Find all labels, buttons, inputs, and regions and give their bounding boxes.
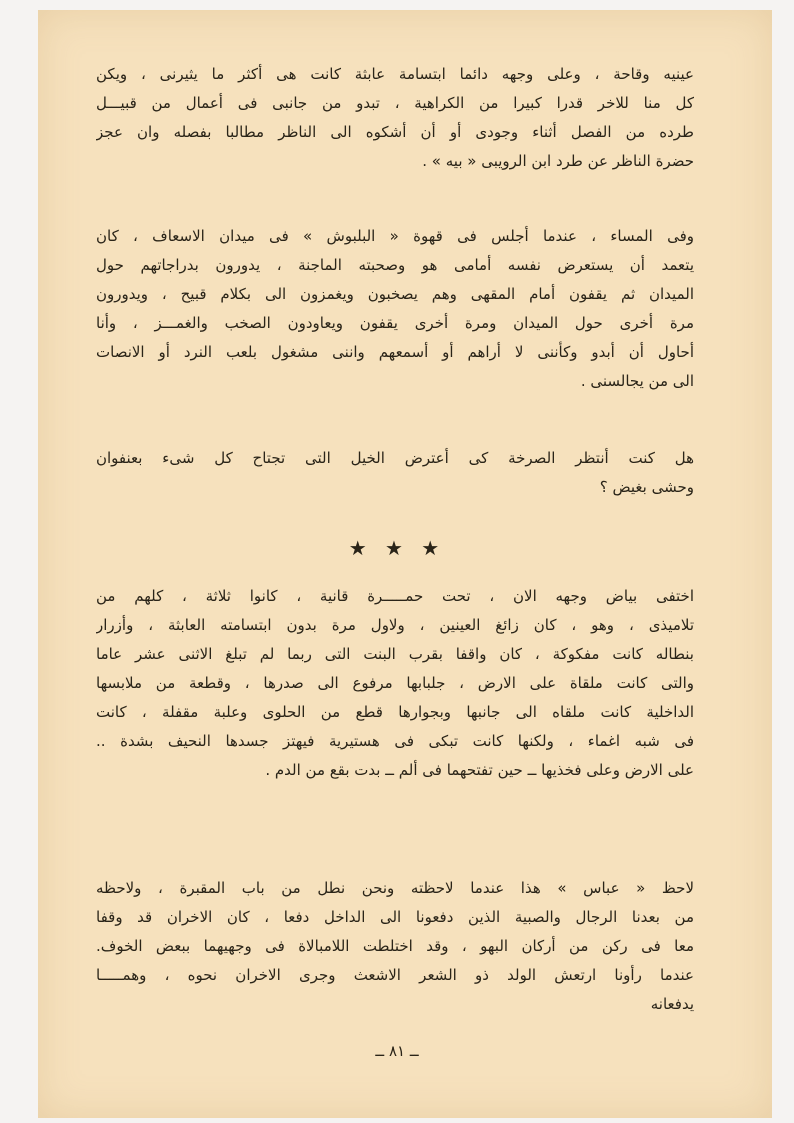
text-line: وحشى بغيض ؟ bbox=[599, 478, 694, 496]
text-line: على الارض وعلى فخذيها ــ حين تفتحهما فى ألم ــ بدت بقع من الدم . bbox=[265, 761, 694, 779]
text-line: من بعدنا الرجال والصبية الذين دفعونا الى الداخل دفعا ، كان الاخران قد وقفا bbox=[96, 908, 694, 926]
text-line: لاحظ « عباس » هذا عندما لاحظته ونحن نطل من باب المقبرة ، ولاحظه bbox=[96, 879, 694, 897]
text-line: مرة أخرى حول الميدان ومرة أخرى يقفون ويعاودون الصخب والغمـــز ، وأنا bbox=[96, 314, 694, 332]
paragraph-2 bbox=[96, 222, 694, 396]
paragraph-4 bbox=[96, 582, 694, 785]
text-line: كل منا للاخر قدرا كبيرا من الكراهية ، تبدو من جانبى فى أعمال من قبيـــل bbox=[96, 94, 694, 112]
text-line: هل كنت أنتظر الصرخة كى أعترض الخيل التى تجتاح كل شىء بعنفوان bbox=[96, 449, 694, 467]
text-line: فى شبه اغماء ، ولكنها كانت تبكى فى هستيرية فيهتز جسدها النحيف بشدة .. bbox=[96, 732, 694, 750]
text-line: معا فى ركن من أركان البهو ، وقد اختلطت اللامبالاة فى وجهيهما ببعض الخوف. bbox=[96, 937, 694, 955]
text-line: والتى كانت ملقاة على الارض ، جلبابها مرفوع الى صدرها ، وقطعة من ملابسها bbox=[96, 674, 694, 692]
text-line: بنطاله كانت مفكوكة ، كان واقفا بقرب البنت التى ربما لم تبلغ الاثنى عشر عاما bbox=[96, 645, 694, 663]
text-line: وفى المساء ، عندما أجلس فى قهوة « البلبوش » فى ميدان الاسعاف ، كان bbox=[96, 227, 694, 245]
section-separator: ★ ★ ★ bbox=[348, 536, 446, 560]
text-line: يتعمد أن يستعرض نفسه أمامى هو وصحبته الماجنة ، يدورون بدراجاتهم حول bbox=[96, 256, 694, 274]
text-line: يدفعانه bbox=[650, 995, 694, 1013]
text-line: أحاول أن أبدو وكأننى لا أراهم أو أسمعهم واننى مشغول بلعب النرد أو الانصات bbox=[96, 343, 694, 361]
paragraph-1 bbox=[96, 60, 694, 176]
text-line: عينيه وقاحة ، وعلى وجهه دائما ابتسامة عابثة كانت هى أكثر ما يثيرنى ، ويكن bbox=[96, 65, 694, 83]
text-line: الميدان ثم يقفون أمام المقهى وهم يصخبون ويغمزون الى بكلام قبيح ، ويدورون bbox=[96, 285, 694, 303]
paragraph-3 bbox=[96, 444, 694, 502]
text-line: طرده من الفصل أثناء وجودى أو أن أشكوه الى الناظر مطالبا بفصله وان عجز bbox=[96, 123, 694, 141]
text-line: الى من يجالسنى . bbox=[580, 372, 694, 390]
text-line: حضرة الناظر عن طرد ابن الرويبى « بيه » . bbox=[422, 152, 694, 170]
page-number: ــ ٨١ ــ bbox=[375, 1042, 419, 1060]
paragraph-5 bbox=[96, 874, 694, 1019]
text-line: الداخلية كانت ملقاه الى جانبها وبجوارها قطع من الحلوى وعلبة مقفلة ، كانت bbox=[96, 703, 694, 721]
text-line: عندما رأونا ارتعش الولد ذو الشعر الاشعث وجرى الاخران نحوه ، وهمـــــا bbox=[96, 966, 694, 984]
text-line: تلاميذى ، وهو ، كان زائغ العينين ، ولاول مرة بدون ابتسامته العابثة ، وأزرار bbox=[96, 616, 694, 634]
text-line: اختفى بياض وجهه الان ، تحت حمـــــرة قانية ، كانوا ثلاثة ، كلهم من bbox=[96, 587, 694, 605]
